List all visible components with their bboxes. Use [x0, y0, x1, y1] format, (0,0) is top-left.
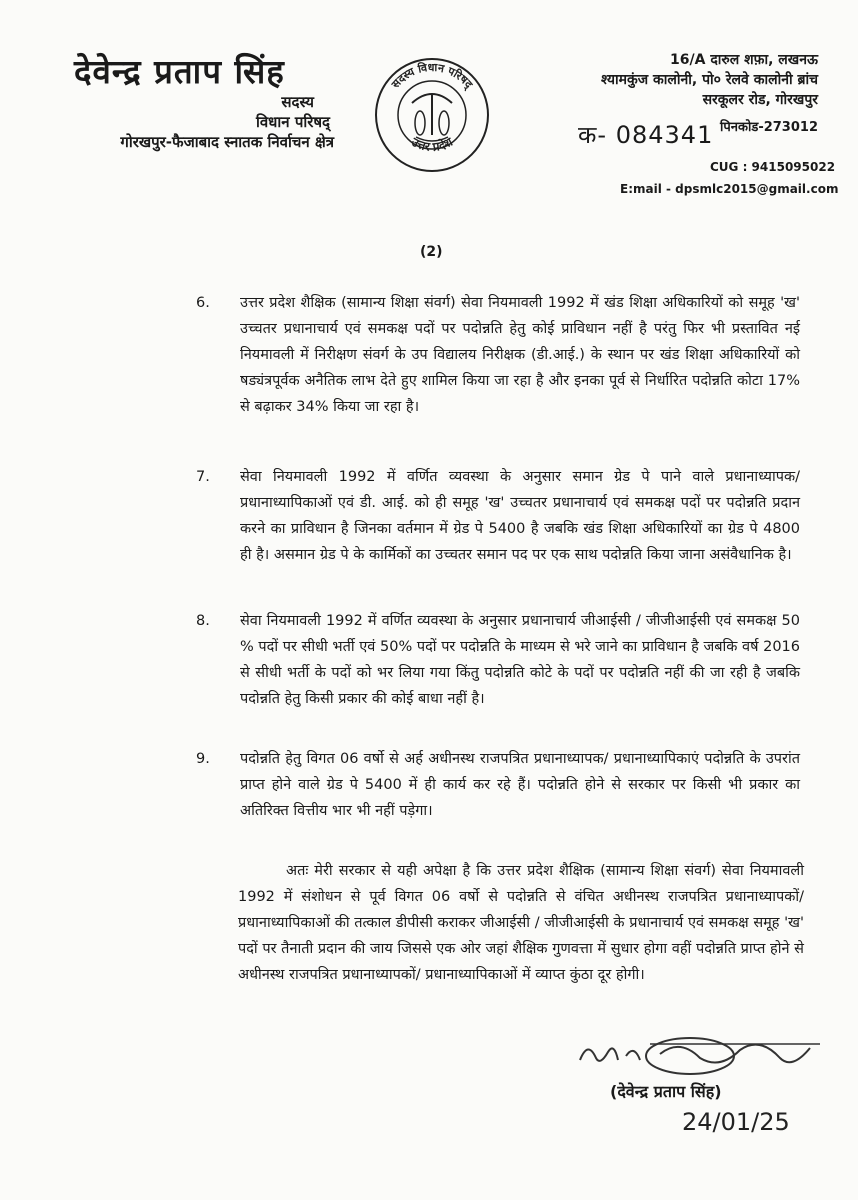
cug-number: CUG : 9415095022: [710, 160, 836, 174]
council: विधान परिषद्: [255, 113, 330, 131]
svg-text:उत्तर प्रदेश: [408, 134, 455, 154]
item-text: सेवा नियमावली 1992 में वर्णित व्यवस्था के अनुसार प्रधानाचार्य जीआईसी / जीजीआईसी एवं समकक्ष 50 % पदों पर सीधी भर्ती एवं 50% पदों पर पदोन्नति के माध्यम से भरे जाने का प्राविधान है जबकि वर्ष 2016 से सीधी भर्ती के पदों को भर लिया गया किंतु पदोन्नति कोटे के पदों पर पदोन्नति नहीं की जा रही है जबकि पदोन्नति हेतु किसी प्रकार की कोई बाधा नहीं है।: [240, 613, 800, 707]
sender-name: देवेन्द्र प्रताप सिंह: [74, 52, 285, 91]
letterhead-address: [538, 50, 818, 110]
council-seal-icon: [372, 55, 492, 175]
page-number: (2): [420, 244, 443, 260]
constituency: गोरखपुर-फैजाबाद स्नातक निर्वाचन क्षेत्र: [120, 133, 334, 151]
item-text: उत्तर प्रदेश शैक्षिक (सामान्य शिक्षा संवर्ग) सेवा नियमावली 1992 में खंड शिक्षा अधिकारियों को समूह 'ख' उच्चतर प्रधानाचार्य एवं समकक्ष पदों पर पदोन्नति हेतु कोई प्राविधान नहीं है परंतु फिर भी प्रस्तावित नई नियमावली में निरीक्षण संवर्ग के उप विद्यालय निरीक्षक (डी.आई.) के स्थान पर खंड शिक्षा अधिकारियों को षड्यंत्रपूर्वक अनैतिक लाभ देते हुए शामिल किया जा रहा है और इनका पूर्व से निर्धारित पदोन्नति कोटा 17% से बढ़ाकर 34% किया जा रहा है।: [240, 295, 800, 415]
pincode: पिनकोड-273012: [720, 120, 818, 135]
item-text: सेवा नियमावली 1992 में वर्णित व्यवस्था के अनुसार समान ग्रेड पे पाने वाले प्रधानाध्यापक/ प्रधानाध्यापिकाओं एवं डी. आई. को ही समूह 'ख' उच्चतर प्रधानाचार्य एवं समकक्ष पदों पर पदोन्नति प्रदान करने का प्राविधान है जिनका वर्तमान में ग्रेड पे 5400 है जबकि खंड शिक्षा अधिकारियों का ग्रेड पे 4800 ही है। असमान ग्रेड पे के कार्मिकों का उच्चतर समान पद पर एक साथ पदोन्नति किया जाना असंवैधानिक है।: [240, 469, 800, 563]
signature-date: 24/01/25: [682, 1108, 790, 1136]
address-line-2: श्यामकुंज कालोनी, पो० रेलवे कालोनी ब्रांच: [600, 72, 818, 88]
handwritten-signature-icon: [570, 1030, 830, 1080]
seal-top-text: सदस्य विधान परिषद्: [388, 60, 476, 91]
item-number: 6.: [196, 295, 210, 311]
letterhead-left: [74, 52, 334, 152]
address-line-1: 16/A दारुल शफ़ा, लखनऊ: [670, 52, 818, 68]
designation: सदस्य: [281, 93, 314, 111]
email-address: E:mail - dpsmlc2015@gmail.com: [620, 182, 839, 196]
address-line-3: सरकूलर रोड, गोरखपुर: [702, 92, 818, 108]
item-number: 7.: [196, 469, 210, 485]
item-text: पदोन्नति हेतु विगत 06 वर्षो से अर्ह अधीनस्थ राजपत्रित प्रधानाध्यापक/ प्रधानाध्यापिकाएं पदोन्नति के उपरांत प्राप्त होने वाले ग्रेड पे 5400 में ही कार्य कर रहे हैं। पदोन्नति होने से सरकार पर किसी भी प्रकार का अतिरिक्त वित्तीय भार भी नहीं पड़ेगा।: [240, 751, 800, 819]
svg-text:सदस्य विधान परिषद्: [388, 60, 476, 93]
seal-bottom-text: उत्तर प्रदेश: [409, 134, 455, 154]
item-number: 8.: [196, 613, 210, 629]
item-number: 9.: [196, 751, 210, 767]
closing-paragraph: अतः मेरी सरकार से यही अपेक्षा है कि उत्तर प्रदेश शैक्षिक (सामान्य शिक्षा संवर्ग) सेवा नियमावली 1992 में संशोधन से पूर्व विगत 06 वर्षो से पदोन्नति से वंचित अधीनस्थ राजपत्रित प्रधानाध्यापकों/ प्रधानाध्यापिकाओं की तत्काल डीपीसी कराकर जीआईसी / जीजीआईसी के प्रधानाचार्य एवं समकक्ष समूह 'ख' पदों पर तैनाती प्रदान की जाय जिससे एक ओर जहां शैक्षिक गुणवत्ता में सुधार होगा वहीं पदोन्नति प्राप्त होने से अधीनस्थ राजपत्रित प्रधानाध्यापकों/ प्रधानाध्यापिकाओं में व्याप्त कुंठा दूर होगी।: [238, 863, 804, 983]
signatory-name: (देवेन्द्र प्रताप सिंह): [610, 1082, 722, 1101]
reference-number: क- 084341: [578, 121, 714, 149]
